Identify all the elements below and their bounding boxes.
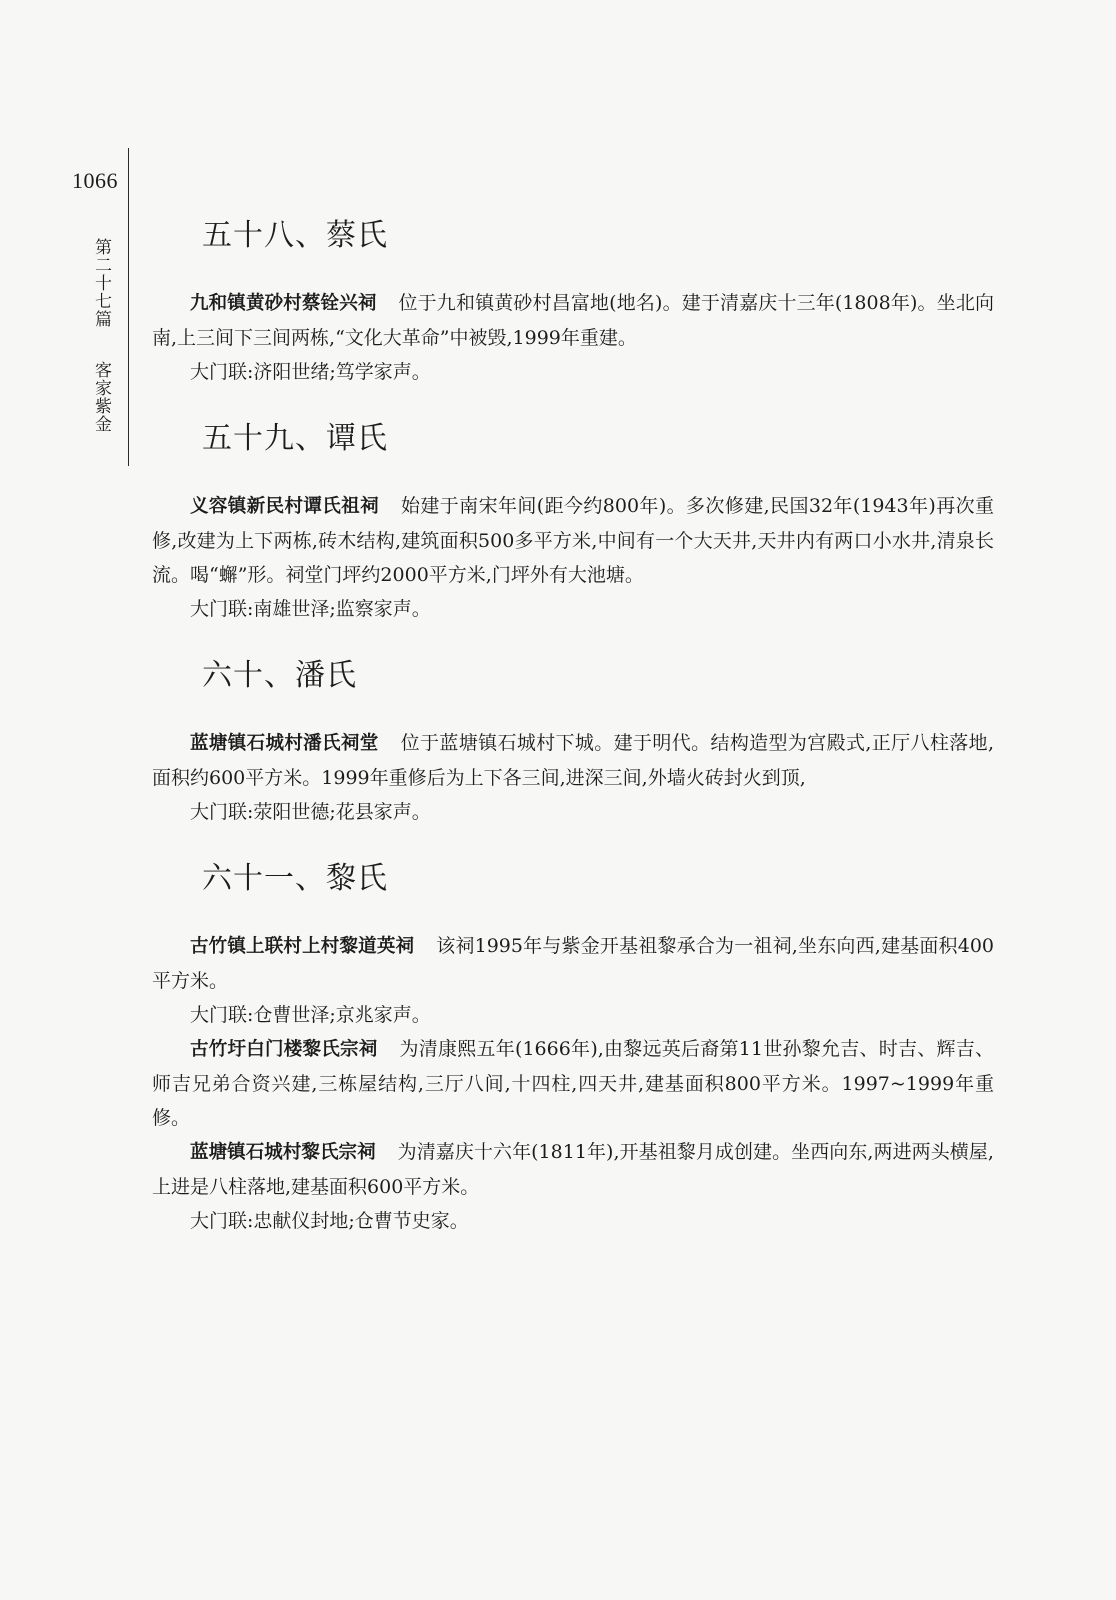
entry-paragraph [152,489,994,592]
entry-paragraph [152,1135,994,1204]
entry-name: 蓝塘镇石城村黎氏宗祠 [190,1142,376,1163]
section-tan [152,415,994,626]
entry-name: 古竹镇上联村上村黎道英祠 [190,936,415,957]
entry-paragraph [152,929,994,998]
door-couplet: 大门联:荥阳世德;花县家声。 [190,801,431,823]
entry-text: 为清嘉庆十六年(1811年),开基祖黎月成创建。坐西向东,两进两头横屋,上进是八柱落地,建基面积600平方米。 [152,1141,994,1198]
entry-paragraph [152,1032,994,1135]
page-number: 1066 [72,168,118,193]
section-heading: 六十一、黎氏 [202,861,388,896]
section-heading: 五十九、谭氏 [202,421,388,456]
entry-name: 义容镇新民村谭氏祖祠 [190,496,379,517]
door-couplet: 大门联:仓曹世泽;京兆家声。 [190,1004,431,1026]
part-label: 第二十七篇 [91,238,111,328]
entry-name: 古竹圩白门楼黎氏宗祠 [190,1039,378,1060]
entry-text: 为清康熙五年(1666年),由黎远英后裔第11世孙黎允吉、时吉、辉吉、师吉兄弟合资兴建,三栋屋结构,三厅八间,十四柱,四天井,建基面积800平方米。1997~1999年重修。 [152,1038,994,1129]
entry-name: 蓝塘镇石城村潘氏祠堂 [190,733,379,754]
running-header [90,238,112,433]
door-couplet: 大门联:忠献仪封地;仓曹节史家。 [190,1210,469,1232]
entry-text: 始建于南宋年间(距今约800年)。多次修建,民国32年(1943年)再次重修,改建为上下两栋,砖木结构,建筑面积500多平方米,中间有一个大天井,天井内有两口小水井,清泉长流。喝“蠏”形。祠堂门坪约2000平方米,门坪外有大池塘。 [152,495,994,586]
margin-rule [128,148,129,466]
door-couplet: 大门联:济阳世绪;笃学家声。 [190,361,431,383]
door-couplet: 大门联:南雄世泽;监察家声。 [190,598,431,620]
entry-paragraph [152,286,994,355]
page-body [152,212,994,1264]
entry-text: 位于九和镇黄砂村昌富地(地名)。建于清嘉庆十三年(1808年)。坐北向南,上三间下三间两栋,“文化大革命”中被毁,1999年重建。 [152,292,994,349]
entry-text: 该祠1995年与紫金开基祖黎承合为一祖祠,坐东向西,建基面积400平方米。 [152,935,994,992]
section-heading: 五十八、蔡氏 [202,218,388,253]
section-heading: 六十、潘氏 [202,658,357,693]
section-pan [152,652,994,829]
part-title: 客家紫金 [91,360,111,433]
entry-text: 位于蓝塘镇石城村下城。建于明代。结构造型为宫殿式,正厅八柱落地,面积约600平方米。1999年重修后为上下各三间,进深三间,外墙火砖封火到顶, [152,732,994,789]
section-li [152,855,994,1238]
section-cai [152,212,994,389]
entry-paragraph [152,726,994,795]
entry-name: 九和镇黄砂村蔡铨兴祠 [190,293,377,314]
